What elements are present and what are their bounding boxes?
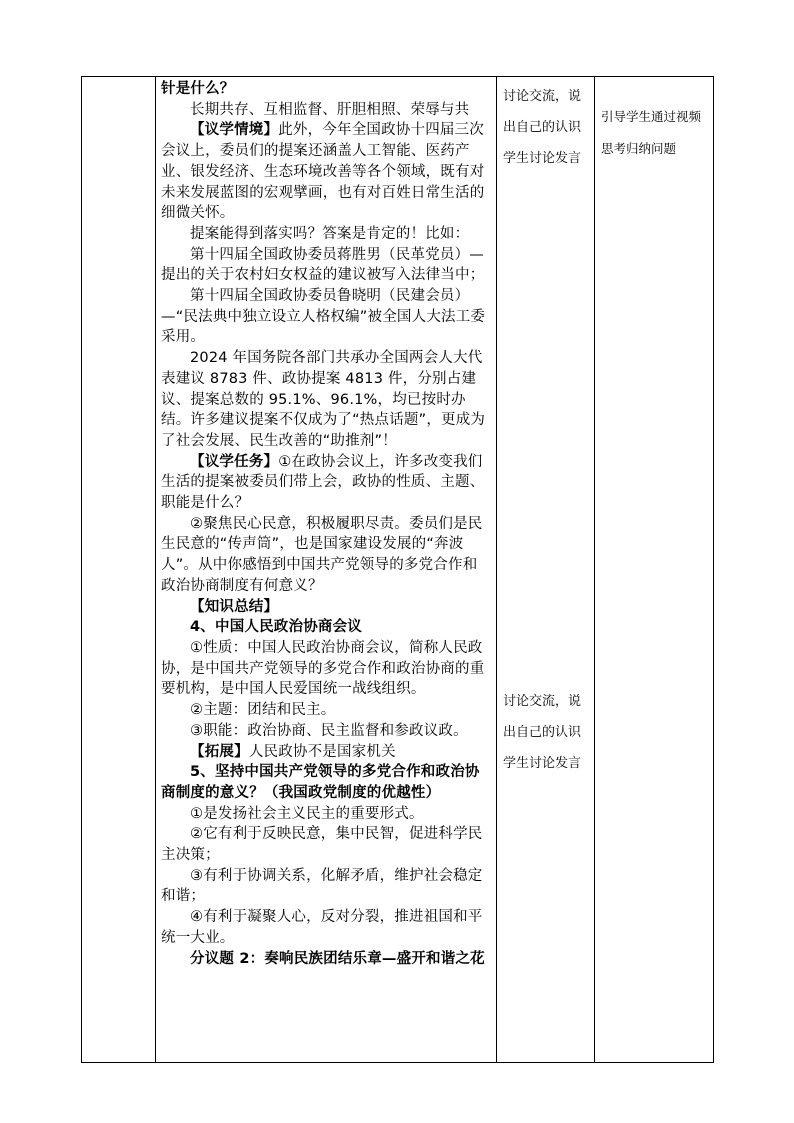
paragraph: 2024 年国务院各部门共承办全国两会人大代表建议 8783 件、政协提案 4813 件，分别占建议、提案总数的 95.1%、96.1%，均已按时办结。许多建议提案不仅成为了“热点话题”，更成为了社会发展、民生改善的“助推剂”！ [161, 350, 486, 449]
student-activity-text: 学生讨论发言 [503, 756, 582, 771]
extension-paragraph [161, 742, 491, 763]
knowledge-summary-heading: 【知识总结】 [190, 598, 279, 615]
learning-situation-text: 此外，今年全国政协十四届三次会议上，委员们的提案还涵盖人工智能、医药产业、银发经济、生态环境改善等各个领域，既有对未来发展蓝图的宏观擘画，也有对百姓日常生活的细微关怀。 [161, 122, 485, 222]
spacer [503, 174, 592, 686]
paragraph: ①是发扬社会主义民主的重要形式。 [190, 805, 424, 822]
design-intent-text: 引导学生通过视频思考归纳问题 [601, 109, 702, 156]
student-activity-text: 学生讨论发言 [503, 151, 582, 166]
paragraph: ④有利于凝聚人心，反对分裂，推进祖国和平统一大业。 [161, 909, 483, 946]
student-activity-text: 讨论交流，说出自己的认识 [503, 694, 582, 740]
paragraph: 第十四届全国政协委员蒋胜男（民革党员）—提出的关于农村妇女权益的建议被写入法律当中； [161, 246, 485, 284]
extension-label: 【拓展】 [190, 743, 249, 760]
paragraph: ①性质：中国人民政治协商会议，简称人民政协，是中国共产党领导的多党合作和政治协商的重要机构，是中国人民爱国统一战线组织。 [161, 639, 485, 698]
student-activity-text: 讨论交流，说出自己的认识 [503, 89, 582, 135]
paragraph: 第十四届全国政协委员鲁晓明（民建会员）—“民法典中独立设立人格权编”被全国人大法工委采用。 [161, 288, 486, 346]
section-heading: 5、坚持中国共产党领导的多党合作和政治协商制度的意义？（我国政党制度的优越性） [161, 764, 480, 801]
design-intent [595, 77, 713, 165]
paragraph: ③有利于协调关系，化解矛盾，维护社会稳定和谐； [161, 867, 483, 905]
paragraph: ②它有利于反映民意，集中民智，促进科学民主决策； [161, 826, 483, 864]
learning-task-label: 【议学任务】 [190, 453, 279, 470]
extension-text: 人民政协不是国家机关 [248, 743, 396, 760]
sub-topic-heading: 分议题 2：奏响民族团结乐章—盛开和谐之花 [190, 950, 485, 967]
section-heading: 4、中国人民政治协商会议 [190, 619, 362, 636]
student-activity [497, 77, 594, 779]
lesson-content [156, 77, 496, 969]
paragraph: ②聚焦民心民意，积极履职尽责。委员们是民生民意的“传声筒”，也是国家建设发展的“奔波人”。从中你感悟到中国共产党领导的多党合作和政治协商制度有何意义？ [161, 515, 483, 594]
paragraph: ③职能：政治协商、民主监督和参政议政。 [190, 722, 468, 739]
student-activity-cell [497, 77, 595, 1063]
table-row [82, 77, 714, 1063]
learning-task-paragraph [161, 452, 491, 514]
paragraph: ②主题：团结和民主。 [190, 702, 336, 719]
question-continuation: 针是什么？ [161, 81, 235, 97]
content-column-cell [156, 77, 497, 1063]
stage-column-cell [82, 77, 156, 1063]
lesson-plan-table [81, 76, 714, 1063]
learning-situation-label: 【议学情境】 [190, 122, 279, 139]
answer-text: 长期共存、互相监督、肝胆相照、荣辱与共 [190, 101, 470, 118]
design-intent-cell [595, 77, 714, 1063]
learning-situation-paragraph [161, 120, 491, 224]
learning-task-text: ①在政协会议上，许多改变我们生活的提案被委员们带上会，政协的性质、主题、职能是什么？ [161, 453, 485, 512]
paragraph: 提案能得到落实吗？答案是肯定的！比如： [190, 225, 470, 242]
